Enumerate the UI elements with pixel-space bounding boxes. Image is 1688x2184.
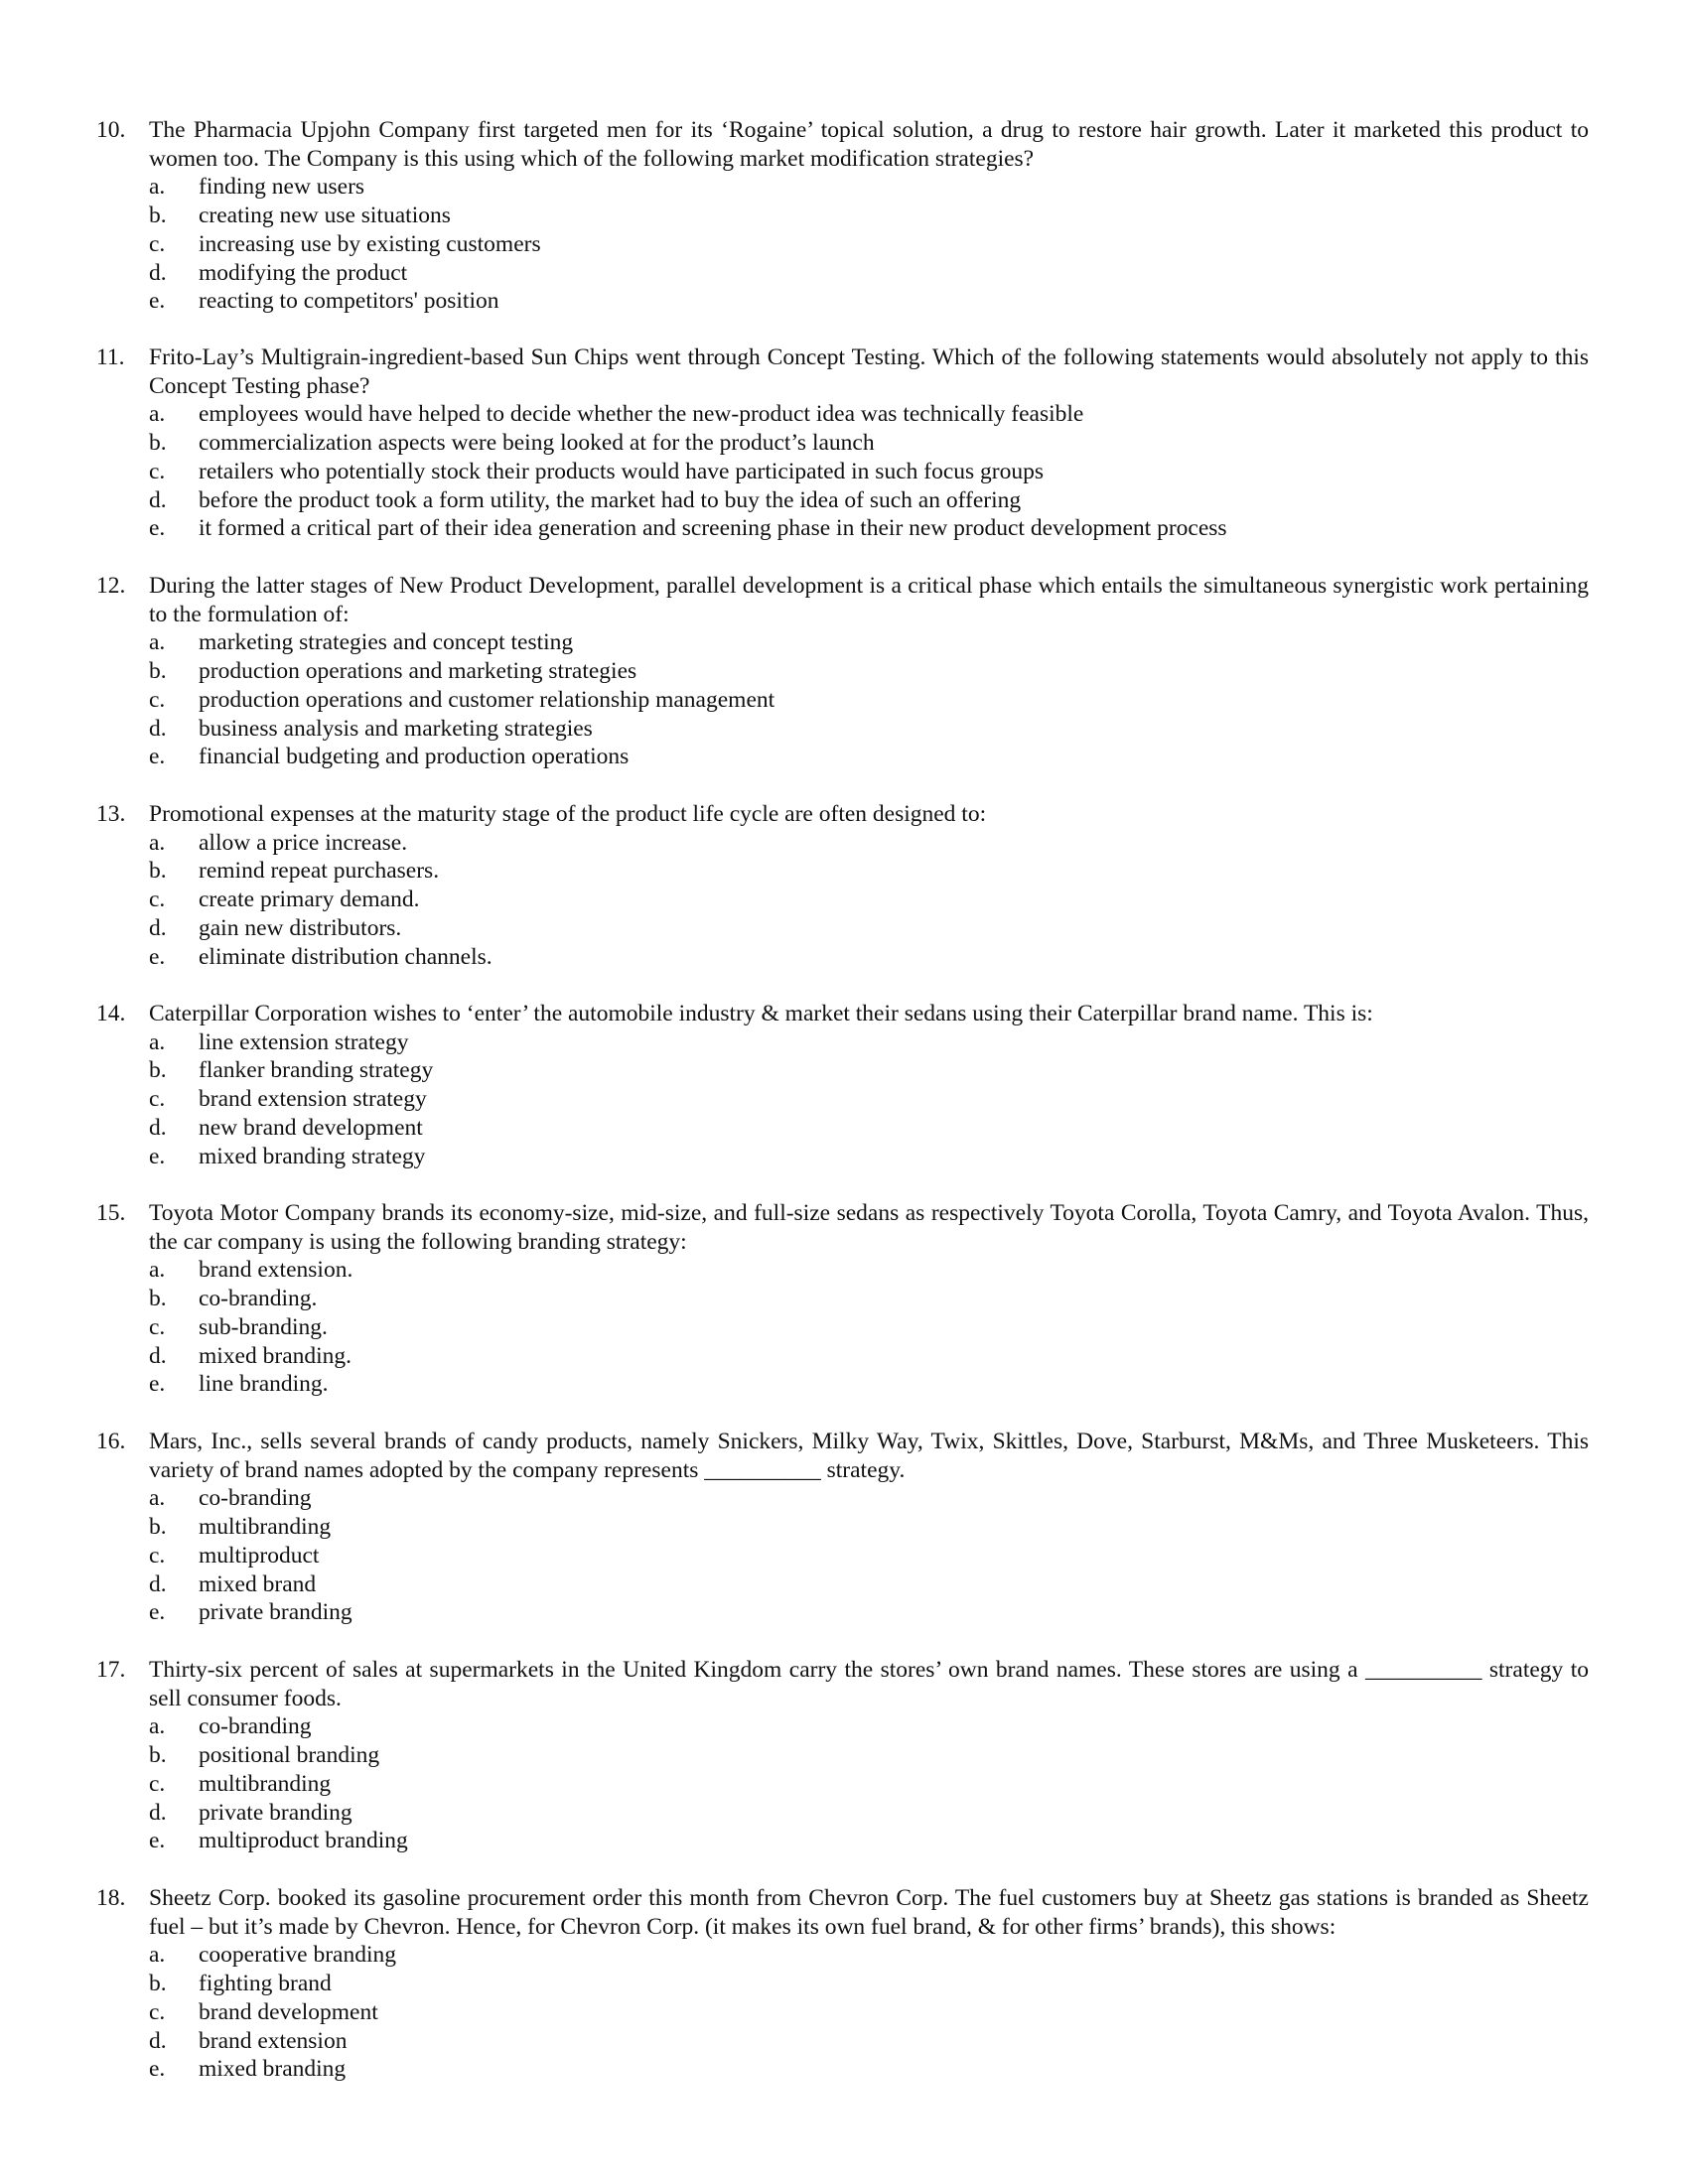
option-text: mixed branding strategy (199, 1143, 426, 1169)
answer-option (96, 1114, 1589, 1143)
answer-option (96, 914, 1589, 943)
option-text: creating new use situations (199, 203, 451, 229)
answer-option (96, 1370, 1589, 1399)
option-text: cooperative branding (199, 1942, 397, 1969)
answer-option (96, 230, 1589, 259)
option-letter: e. (149, 1599, 166, 1626)
option-text: brand extension. (199, 1257, 353, 1284)
option-letter: b. (149, 1742, 167, 1769)
option-text: multibranding (199, 1770, 332, 1797)
answer-option (96, 1827, 1589, 1855)
question-stem (96, 116, 1589, 173)
option-text: before the product took a form utility, the market had to buy the idea of such an offering (199, 486, 1022, 513)
answer-option (96, 173, 1589, 202)
option-letter: d. (149, 259, 167, 286)
answer-option (96, 743, 1589, 771)
option-letter: d. (149, 715, 167, 742)
option-letter: b. (149, 1286, 167, 1312)
option-letter: b. (149, 1057, 167, 1084)
answer-option (96, 1741, 1589, 1770)
option-letter: a. (149, 174, 166, 201)
question-stem (96, 1000, 1589, 1028)
option-letter: c. (149, 1086, 166, 1113)
option-text: new brand development (199, 1114, 423, 1141)
option-letter: d. (149, 914, 167, 941)
answer-option (96, 1143, 1589, 1171)
option-text: multiproduct (199, 1542, 320, 1569)
answer-option (96, 1028, 1589, 1057)
option-text: allow a price increase. (199, 829, 408, 856)
option-letter: a. (149, 1485, 166, 1512)
option-text: fighting brand (199, 1971, 332, 1997)
option-text: marketing strategies and concept testing (199, 629, 574, 656)
answer-option (96, 1056, 1589, 1085)
answer-option (96, 628, 1589, 657)
question-text: Promotional expenses at the maturity stage of the product life cycle are often designed to: (149, 801, 987, 827)
option-text: co-branding. (199, 1286, 318, 1312)
option-letter: e. (149, 2056, 166, 2083)
question-10 (96, 116, 1589, 316)
answer-options (96, 1028, 1589, 1171)
question-text: Toyota Motor Company brands its economy-size, mid-size, and full-size sedans as respectively Toyota Corolla, Toyota Camry, and Toyota Avalon. Thus, the car company is using the following branding strategy: (149, 1200, 1589, 1255)
option-letter: a. (149, 1942, 166, 1969)
option-text: production operations and marketing strategies (199, 658, 637, 685)
option-letter: e. (149, 288, 166, 315)
option-letter: e. (149, 1828, 166, 1854)
option-text: multiproduct branding (199, 1828, 408, 1854)
question-text: Frito-Lay’s Multigrain-ingredient-based Sun Chips went through Concept Testing. Which of the following statements would absolutely not apply to this Concept Testing phase? (149, 344, 1589, 399)
option-text: finding new users (199, 174, 365, 201)
question-number: 15. (96, 1200, 126, 1226)
option-text: production operations and customer relationship management (199, 686, 775, 713)
option-text: mixed branding (199, 2056, 347, 2083)
option-letter: e. (149, 515, 166, 542)
answer-option (96, 1799, 1589, 1828)
answer-options (96, 1941, 1589, 2084)
answer-option (96, 857, 1589, 886)
option-text: brand extension strategy (199, 1086, 427, 1113)
answer-option (96, 886, 1589, 914)
option-text: create primary demand. (199, 887, 420, 913)
option-text: multibranding (199, 1514, 332, 1541)
option-letter: c. (149, 1542, 166, 1569)
option-letter: c. (149, 458, 166, 484)
answer-option (96, 715, 1589, 744)
option-text: it formed a critical part of their idea generation and screening phase in their new product development process (199, 515, 1227, 542)
option-text: business analysis and marketing strategies (199, 715, 593, 742)
option-text: co-branding (199, 1713, 312, 1740)
answer-option (96, 202, 1589, 230)
answer-option (96, 943, 1589, 972)
question-stem (96, 1428, 1589, 1484)
option-letter: b. (149, 1514, 167, 1541)
question-17 (96, 1656, 1589, 1855)
option-text: private branding (199, 1599, 352, 1626)
option-letter: c. (149, 1998, 166, 2025)
answer-option (96, 1542, 1589, 1570)
option-text: brand extension (199, 2027, 348, 2054)
question-number: 11. (96, 344, 125, 370)
option-text: line branding. (199, 1371, 329, 1398)
question-text: Sheetz Corp. booked its gasoline procurement order this month from Chevron Corp. The fuel customers buy at Sheetz gas stations is branded as Sheetz fuel – but it’s made by Chevron. Hence, for Chevron Corp. (it makes its own fuel brand, & for other firms’ brands), this shows: (149, 1885, 1589, 1940)
option-text: mixed brand (199, 1570, 317, 1597)
answer-option (96, 1484, 1589, 1513)
question-11 (96, 343, 1589, 543)
option-text: co-branding (199, 1485, 312, 1512)
answer-option (96, 1941, 1589, 1970)
option-letter: d. (149, 1114, 167, 1141)
option-text: eliminate distribution channels. (199, 943, 492, 970)
answer-option (96, 1513, 1589, 1542)
answer-option (96, 1712, 1589, 1741)
question-14 (96, 1000, 1589, 1170)
answer-option (96, 1770, 1589, 1799)
answer-option (96, 686, 1589, 715)
question-16 (96, 1428, 1589, 1627)
option-text: financial budgeting and production operations (199, 744, 630, 770)
option-letter: d. (149, 1570, 167, 1597)
option-text: gain new distributors. (199, 914, 402, 941)
option-letter: c. (149, 1313, 166, 1340)
answer-option (96, 486, 1589, 515)
option-letter: b. (149, 1971, 167, 1997)
question-stem (96, 572, 1589, 628)
answer-option (96, 429, 1589, 458)
option-letter: e. (149, 744, 166, 770)
option-letter: d. (149, 1342, 167, 1369)
answer-option (96, 657, 1589, 686)
answer-option (96, 1313, 1589, 1342)
answer-option (96, 1256, 1589, 1285)
option-text: private branding (199, 1799, 352, 1826)
option-letter: d. (149, 1799, 167, 1826)
answer-option (96, 514, 1589, 543)
answer-option (96, 1598, 1589, 1627)
option-letter: c. (149, 230, 166, 257)
option-text: brand development (199, 1998, 378, 2025)
answer-option (96, 1570, 1589, 1599)
option-text: employees would have helped to decide whether the new-product idea was technically feasible (199, 401, 1084, 428)
option-letter: c. (149, 887, 166, 913)
option-text: mixed branding. (199, 1342, 352, 1369)
option-text: positional branding (199, 1742, 380, 1769)
answer-option (96, 829, 1589, 858)
option-letter: d. (149, 486, 167, 513)
question-stem (96, 1199, 1589, 1256)
question-number: 10. (96, 117, 126, 143)
answer-option (96, 1970, 1589, 1998)
answer-option (96, 1085, 1589, 1114)
option-letter: a. (149, 1028, 166, 1055)
question-15 (96, 1199, 1589, 1399)
question-stem (96, 800, 1589, 829)
option-letter: a. (149, 629, 166, 656)
answer-option (96, 1998, 1589, 2027)
option-text: flanker branding strategy (199, 1057, 434, 1084)
option-letter: e. (149, 1371, 166, 1398)
option-letter: b. (149, 658, 167, 685)
option-letter: e. (149, 943, 166, 970)
answer-options (96, 173, 1589, 316)
question-text: The Pharmacia Upjohn Company first targeted men for its ‘Rogaine’ topical solution, a drug to restore hair growth. Later it marketed this product to women too. The Company is this using which of the following market modification strategies? (149, 117, 1589, 172)
question-number: 13. (96, 801, 126, 827)
question-stem (96, 1656, 1589, 1712)
question-number: 12. (96, 573, 126, 599)
question-number: 17. (96, 1657, 126, 1683)
answer-options (96, 1712, 1589, 1855)
question-number: 18. (96, 1885, 126, 1911)
answer-option (96, 400, 1589, 429)
question-text: During the latter stages of New Product Development, parallel development is a critical phase which entails the simultaneous synergistic work pertaining to the formulation of: (149, 573, 1589, 627)
answer-options (96, 1256, 1589, 1399)
option-letter: c. (149, 1770, 166, 1797)
option-letter: c. (149, 686, 166, 713)
option-letter: a. (149, 829, 166, 856)
question-stem (96, 1884, 1589, 1941)
answer-option (96, 287, 1589, 316)
answer-options (96, 1484, 1589, 1627)
option-text: remind repeat purchasers. (199, 858, 440, 885)
question-stem (96, 343, 1589, 400)
question-12 (96, 572, 1589, 771)
option-letter: b. (149, 203, 167, 229)
option-text: line extension strategy (199, 1028, 409, 1055)
question-13 (96, 800, 1589, 971)
answer-option (96, 2055, 1589, 2084)
option-text: sub-branding. (199, 1313, 328, 1340)
answer-option (96, 458, 1589, 486)
question-number: 16. (96, 1429, 126, 1454)
answer-options (96, 829, 1589, 972)
answer-option (96, 2027, 1589, 2056)
option-letter: a. (149, 401, 166, 428)
option-letter: d. (149, 2027, 167, 2054)
answer-options (96, 628, 1589, 771)
option-text: retailers who potentially stock their products would have participated in such focus groups (199, 458, 1045, 484)
option-letter: e. (149, 1143, 166, 1169)
answer-option (96, 1342, 1589, 1371)
option-text: commercialization aspects were being looked at for the product’s launch (199, 430, 875, 457)
answer-option (96, 259, 1589, 288)
question-text: Thirty-six percent of sales at supermarkets in the United Kingdom carry the stores’ own brand names. These stores are using a __________ strategy to sell consumer foods. (149, 1657, 1589, 1711)
question-text: Caterpillar Corporation wishes to ‘enter’ the automobile industry & market their sedans using their Caterpillar brand name. This is: (149, 1001, 1373, 1026)
option-letter: a. (149, 1713, 166, 1740)
question-text: Mars, Inc., sells several brands of candy products, namely Snickers, Milky Way, Twix, Skittles, Dove, Starburst, M&Ms, and Three Musketeers. This variety of brand names adopted by the company represents __________ strategy. (149, 1429, 1589, 1483)
option-letter: b. (149, 430, 167, 457)
answer-options (96, 400, 1589, 543)
question-18 (96, 1884, 1589, 2084)
answer-option (96, 1285, 1589, 1313)
option-letter: b. (149, 858, 167, 885)
option-text: reacting to competitors' position (199, 288, 499, 315)
option-text: increasing use by existing customers (199, 230, 541, 257)
option-text: modifying the product (199, 259, 408, 286)
option-letter: a. (149, 1257, 166, 1284)
question-number: 14. (96, 1001, 126, 1026)
